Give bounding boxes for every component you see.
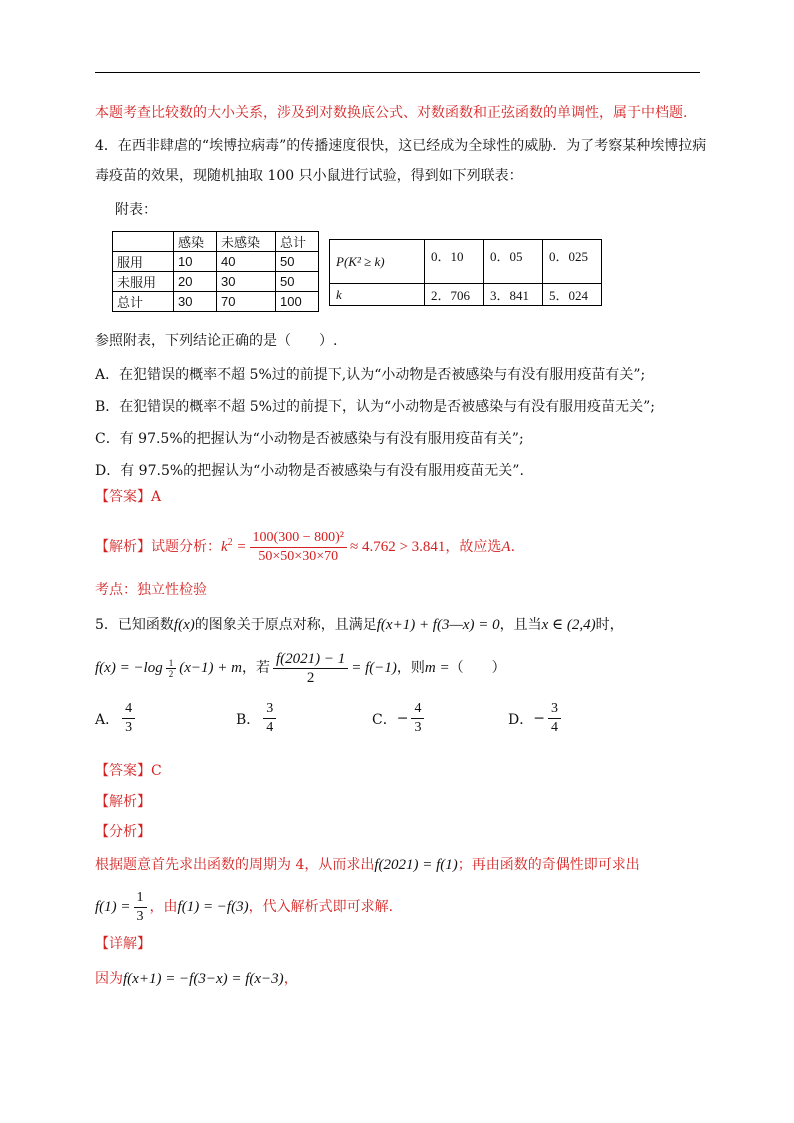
q5-unknown: m = bbox=[424, 660, 450, 676]
fraction-numerator: 100(300 − 800)² bbox=[250, 529, 347, 548]
table-cell: 总计 bbox=[276, 232, 319, 252]
table-cell: 0．10 bbox=[425, 240, 484, 284]
table-cell: 未服用 bbox=[113, 272, 174, 292]
analysis-tag: 【解析】 bbox=[95, 539, 151, 555]
fraction-numerator: 3 bbox=[263, 700, 276, 719]
table-cell: 70 bbox=[217, 292, 276, 312]
k-squared-symbol: $k^2$ = bbox=[221, 537, 247, 555]
header-rule bbox=[95, 72, 700, 73]
analysis-math: f(1) = bbox=[95, 899, 131, 915]
table-cell: 2．706 bbox=[425, 284, 484, 306]
q5-definition-left: f(x) = −log bbox=[95, 660, 163, 676]
answer-value: C bbox=[151, 763, 162, 779]
table-cell: P(K² ≥ k) bbox=[330, 240, 425, 284]
q5-text: ，且当 bbox=[499, 617, 542, 633]
table-row bbox=[113, 292, 319, 312]
table-row bbox=[113, 252, 319, 272]
fraction-denominator: 3 bbox=[136, 908, 144, 924]
q5-detail bbox=[95, 970, 298, 988]
q4-kaodian: 考点：独立性检验 bbox=[95, 582, 207, 598]
fraction-denominator: 3 bbox=[414, 720, 422, 735]
table-cell bbox=[113, 232, 174, 252]
q3-summary: 本题考查比较数的大小关系，涉及到对数换底公式、对数函数和正弦函数的单调性，属于中档题. bbox=[95, 105, 688, 121]
q5-text: 时， bbox=[595, 617, 624, 633]
q5-xiangjie: 【详解】 bbox=[95, 936, 151, 952]
analysis-lead: 试题分析： bbox=[151, 539, 221, 555]
answer-value: A bbox=[151, 489, 162, 505]
q5-analysis-line1 bbox=[95, 856, 640, 874]
detail-text: 因为 bbox=[95, 971, 123, 987]
analysis-text: ，由 bbox=[149, 899, 178, 915]
choice-fraction bbox=[411, 700, 424, 737]
table-cell: 3．841 bbox=[484, 284, 543, 306]
fraction-numerator: 4 bbox=[122, 700, 135, 719]
chi-square-fraction bbox=[250, 529, 347, 566]
q4-prompt: 参照附表，下列结论正确的是（ ）. bbox=[95, 333, 338, 349]
formula-result: ≈ 4.762 > 3.841 bbox=[349, 539, 446, 555]
table-row bbox=[113, 272, 319, 292]
q5-text: 的图象关于原点对称，且满足 bbox=[194, 617, 377, 633]
log-base-fraction bbox=[166, 658, 177, 679]
table-cell: 感染 bbox=[174, 232, 217, 252]
q5-condition-right: = f(−1) bbox=[351, 660, 397, 676]
table-cell: 30 bbox=[174, 292, 217, 312]
q4-analysis: 【解析】试题分析：$k^2$ = $\frac{\text{100(300 − 800)²}}{50\times 50\times 30\times 70}$ ≈ 4.762 > 3.841，故应选A. bbox=[95, 529, 516, 564]
q5-stem-line2 bbox=[95, 648, 506, 688]
choice-fraction bbox=[263, 700, 276, 737]
choice-label: A． bbox=[95, 711, 120, 728]
table-cell: 0．025 bbox=[543, 240, 602, 284]
q5-jiexi: 【解析】 bbox=[95, 794, 151, 810]
choice-sign: − bbox=[533, 710, 545, 727]
q5-condition-fraction bbox=[273, 650, 348, 687]
analysis-math: f(2021) = f(1) bbox=[374, 857, 458, 873]
choice-sign: − bbox=[396, 710, 409, 727]
choice-label: B． bbox=[236, 711, 261, 728]
fraction-denominator: 4 bbox=[550, 720, 558, 735]
fraction-denominator: 2 bbox=[306, 669, 315, 686]
table-cell: 50 bbox=[276, 272, 319, 292]
q5-choice-b bbox=[236, 700, 279, 737]
fraction-numerator: f(2021) − 1 bbox=[273, 650, 348, 669]
analysis-choice: A bbox=[501, 539, 511, 555]
table-cell: 10 bbox=[174, 252, 217, 272]
q5-definition-right: (x−1) + m bbox=[179, 660, 242, 676]
q5-choice-c bbox=[372, 700, 427, 737]
table-cell: 总计 bbox=[113, 292, 174, 312]
fraction-numerator: 4 bbox=[411, 700, 424, 719]
answer-tag: 【答案】 bbox=[95, 489, 151, 505]
analysis-fraction bbox=[134, 889, 147, 926]
table-row bbox=[330, 284, 602, 306]
choice-label: C． bbox=[372, 711, 397, 728]
table-cell: 100 bbox=[276, 292, 319, 312]
fraction-numerator: 1 bbox=[134, 889, 147, 908]
fraction-numerator: 3 bbox=[548, 700, 561, 719]
choice-fraction bbox=[122, 700, 135, 737]
q5-text: ，则 bbox=[396, 660, 425, 676]
q4-stem-line2: 毒疫苗的效果，现随机抽取 100 只小鼠进行试验，得到如下列联表： bbox=[95, 168, 523, 184]
table-cell: 服用 bbox=[113, 252, 174, 272]
table-row bbox=[113, 232, 319, 252]
choice-label: D． bbox=[508, 711, 534, 728]
table-cell: 50 bbox=[276, 252, 319, 272]
table-cell: 20 bbox=[174, 272, 217, 292]
fraction-numerator: 1 bbox=[166, 658, 177, 669]
table-cell: 未感染 bbox=[217, 232, 276, 252]
q5-domain: x ∈ (2,4) bbox=[541, 617, 596, 633]
analysis-text: ；再由函数的奇偶性即可求出 bbox=[457, 857, 640, 873]
detail-math: f(x+1) = −f(3−x) = f(x−3) bbox=[123, 971, 284, 987]
q5-function: f(x) bbox=[173, 617, 195, 633]
critical-value-table bbox=[329, 239, 602, 306]
table-cell: 30 bbox=[217, 272, 276, 292]
q5-fenxi: 【分析】 bbox=[95, 824, 151, 840]
table-cell: k bbox=[330, 284, 425, 306]
q4-option-b: B．在犯错误的概率不超 5%过的前提下，认为“小动物是否被感染与有没有服用疫苗无关”; bbox=[95, 399, 655, 415]
table-cell: 0．05 bbox=[484, 240, 543, 284]
analysis-end: ，故应选 bbox=[445, 539, 502, 555]
choice-fraction bbox=[548, 700, 561, 737]
fraction-denominator: 2 bbox=[168, 668, 174, 679]
q5-choice-d bbox=[508, 700, 564, 737]
q5-answer bbox=[95, 762, 162, 780]
fraction-denominator: 4 bbox=[266, 720, 274, 735]
q5-prefix: 5．已知函数 bbox=[95, 617, 174, 633]
q4-appendix-label: 附表： bbox=[115, 202, 157, 218]
q5-condition: f(x+1) + f(3—x) = 0 bbox=[376, 617, 500, 633]
table-cell: 5．024 bbox=[543, 284, 602, 306]
q4-option-a: A．在犯错误的概率不超 5%过的前提下,认为“小动物是否被感染与有没有服用疫苗有关”; bbox=[95, 367, 646, 383]
detail-text: ， bbox=[283, 971, 298, 987]
q4-answer bbox=[95, 488, 161, 506]
q5-text: ，若 bbox=[241, 660, 270, 676]
table-row bbox=[330, 240, 602, 284]
analysis-math: f(1) = −f(3) bbox=[177, 899, 249, 915]
fraction-denominator: 50×50×30×70 bbox=[258, 548, 339, 564]
q5-stem-line1 bbox=[95, 616, 624, 634]
contingency-table bbox=[112, 231, 319, 312]
q4-option-c: C．有 97.5%的把握认为“小动物是否被感染与有没有服用疫苗有关”; bbox=[95, 431, 524, 447]
fraction-denominator: 3 bbox=[125, 720, 133, 735]
q5-paren: （ ） bbox=[449, 660, 506, 676]
answer-tag: 【答案】 bbox=[95, 763, 151, 779]
q5-choice-a bbox=[95, 700, 138, 737]
q4-option-d: D．有 97.5%的把握认为“小动物是否被感染与有没有服用疫苗无关”. bbox=[95, 463, 524, 479]
q5-analysis-line2 bbox=[95, 887, 393, 927]
table-cell: 40 bbox=[217, 252, 276, 272]
q4-stem-line1: 4．在西非肆虐的“埃博拉病毒”的传播速度很快，这已经成为全球性的威胁．为了考察某种埃博拉病 bbox=[95, 138, 707, 154]
analysis-text: ，代入解析式即可求解. bbox=[248, 899, 394, 915]
analysis-text: 根据题意首先求出函数的周期为 4，从而求出 bbox=[95, 857, 375, 873]
